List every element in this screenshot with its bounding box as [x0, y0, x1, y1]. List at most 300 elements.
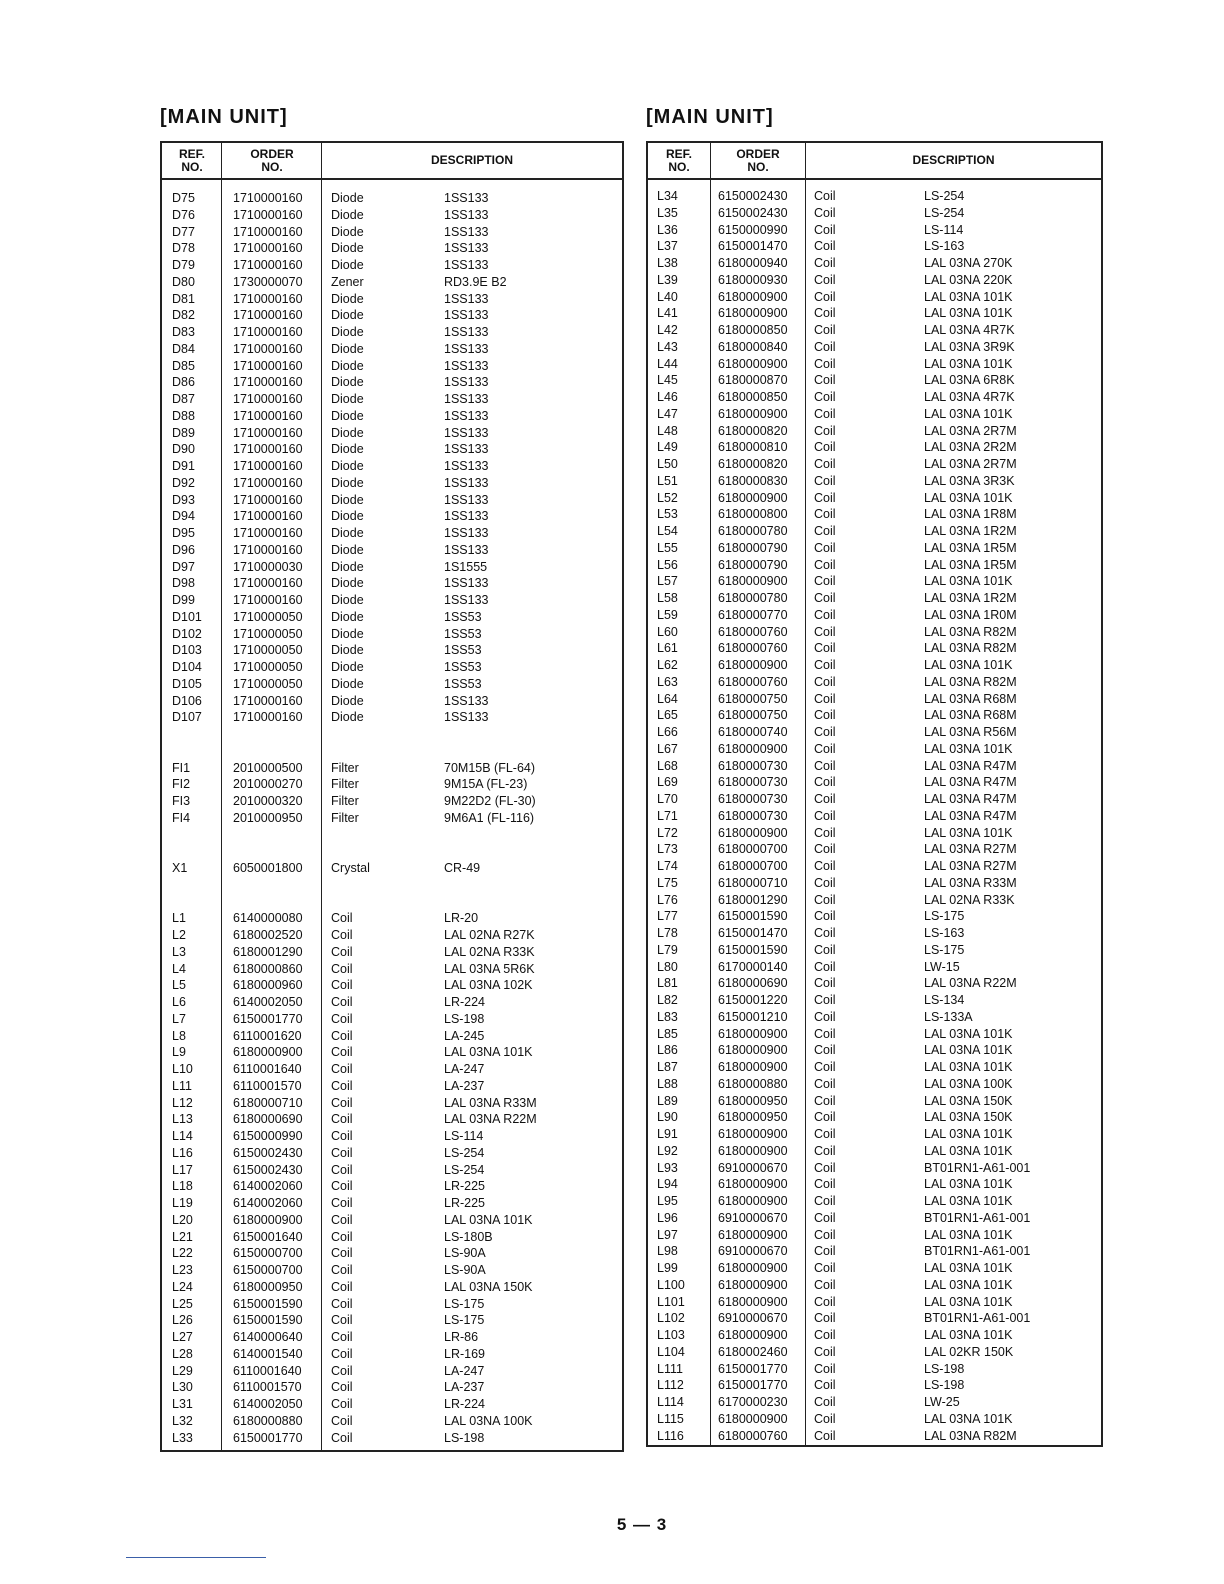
order-no-cell: 1710000050: [233, 676, 303, 691]
table-row: [648, 1059, 1101, 1076]
part-type-cell: Coil: [814, 909, 836, 924]
table-row: [162, 760, 622, 777]
ref-no-cell: L40: [657, 289, 678, 304]
order-no-cell: 6180000760: [718, 674, 788, 689]
part-value-cell: LAL 03NA 101K: [924, 1411, 1013, 1426]
ref-no-cell: L93: [657, 1160, 678, 1175]
table-row: [648, 607, 1101, 624]
order-no-cell: 1710000160: [233, 408, 303, 423]
table-row: [648, 473, 1101, 490]
part-value-cell: LAL 03NA 101K: [924, 289, 1013, 304]
ref-no-cell: L62: [657, 658, 678, 672]
order-no-cell: 6180000780: [718, 591, 788, 605]
order-no-cell: 1710000030: [233, 559, 303, 574]
ref-no-cell: L32: [172, 1413, 193, 1428]
part-type-cell: Coil: [814, 691, 836, 706]
part-type-cell: Coil: [814, 440, 836, 455]
ref-no-cell: L20: [172, 1212, 193, 1227]
part-value-cell: LAL 03NA 101K: [924, 658, 1013, 672]
table-row: [648, 942, 1101, 959]
part-value-cell: LAL 03NA 3R3K: [924, 473, 1015, 488]
parts-table-right: [646, 141, 1103, 1447]
part-type-cell: Coil: [331, 1045, 353, 1060]
ref-no-cell: D96: [172, 542, 195, 557]
part-type-cell: Coil: [814, 959, 836, 974]
part-value-cell: 1SS133: [444, 442, 489, 457]
part-type-cell: Coil: [814, 1294, 836, 1309]
table-row: [162, 877, 622, 894]
part-value-cell: 1SS133: [444, 408, 489, 423]
part-type-cell: Coil: [331, 1346, 353, 1361]
order-no-cell: 6180000790: [718, 557, 788, 572]
table-row: [648, 1277, 1101, 1294]
part-type-cell: Coil: [331, 1430, 353, 1445]
part-type-cell: Coil: [814, 708, 836, 723]
table-row: [162, 1095, 622, 1112]
table-row: [648, 523, 1101, 540]
header-description: DESCRIPTION: [912, 153, 995, 167]
part-type-cell: Coil: [331, 1011, 353, 1026]
part-value-cell: LAL 03NA 150K: [924, 1093, 1013, 1108]
part-value-cell: LS-175: [444, 1296, 485, 1311]
ref-no-cell: D95: [172, 526, 195, 540]
part-value-cell: 1SS133: [444, 542, 489, 557]
order-no-cell: 1710000160: [233, 693, 303, 708]
ref-no-cell: D92: [172, 475, 195, 490]
part-value-cell: LS-134: [924, 993, 965, 1007]
ref-no-cell: L17: [172, 1162, 193, 1177]
order-no-cell: 6140000640: [233, 1330, 303, 1344]
table-row: [648, 1361, 1101, 1378]
table-row: [162, 207, 622, 224]
table-row: [648, 490, 1101, 507]
table-row: [162, 726, 622, 743]
table-row: [162, 676, 622, 693]
table-row: [648, 255, 1101, 272]
part-type-cell: Diode: [331, 425, 364, 440]
table-body: [162, 190, 622, 1446]
part-type-cell: Coil: [331, 928, 353, 942]
table-row: [162, 240, 622, 257]
part-value-cell: LAL 03NA R56M: [924, 725, 1017, 739]
order-no-cell: 1710000160: [233, 442, 303, 457]
part-type-cell: Diode: [331, 609, 364, 624]
part-value-cell: LAL 03NA 1R0M: [924, 607, 1017, 622]
ref-no-cell: L27: [172, 1330, 193, 1344]
table-row: [162, 659, 622, 676]
order-no-cell: 6180000840: [718, 339, 788, 354]
ref-no-cell: D99: [172, 593, 195, 607]
order-no-cell: 1710000160: [233, 526, 303, 540]
table-row: [162, 1061, 622, 1078]
part-type-cell: Coil: [331, 1263, 353, 1277]
ref-no-cell: L10: [172, 1062, 193, 1076]
part-value-cell: 1SS133: [444, 341, 489, 356]
table-row: [162, 1178, 622, 1195]
part-type-cell: Coil: [814, 758, 836, 773]
table-row: [162, 994, 622, 1011]
part-type-cell: Coil: [814, 674, 836, 689]
ref-no-cell: L51: [657, 473, 678, 488]
order-no-cell: 6110001620: [233, 1028, 302, 1043]
order-no-cell: 6180000760: [718, 624, 788, 639]
ref-no-cell: L12: [172, 1095, 193, 1110]
ref-no-cell: L35: [657, 205, 678, 220]
order-no-cell: 6170000140: [718, 959, 788, 974]
ref-no-cell: L97: [657, 1227, 678, 1242]
part-value-cell: LAL 03NA R47M: [924, 758, 1017, 773]
table-row: [162, 1296, 622, 1313]
ref-no-cell: L70: [657, 792, 678, 806]
part-value-cell: 1SS133: [444, 258, 489, 272]
table-row: [162, 1245, 622, 1262]
part-type-cell: Crystal: [331, 861, 370, 875]
part-type-cell: Diode: [331, 492, 364, 507]
ref-no-cell: D105: [172, 676, 202, 691]
part-type-cell: Coil: [331, 1330, 353, 1344]
table-row: [648, 1193, 1101, 1210]
order-no-cell: 6180000850: [718, 390, 788, 404]
order-no-cell: 6150001640: [233, 1229, 303, 1244]
ref-no-cell: L36: [657, 222, 678, 237]
ref-no-cell: D91: [172, 459, 195, 473]
part-type-cell: Coil: [331, 1413, 353, 1428]
part-type-cell: Coil: [331, 1279, 353, 1294]
table-row: [162, 1329, 622, 1346]
table-row: [648, 808, 1101, 825]
part-value-cell: BT01RN1-A61-001: [924, 1244, 1031, 1259]
part-value-cell: LAL 03NA 101K: [924, 1043, 1013, 1058]
table-row: [648, 1344, 1101, 1361]
part-value-cell: LAL 03NA 5R6K: [444, 961, 535, 976]
part-type-cell: Filter: [331, 794, 359, 808]
part-value-cell: LAL 03NA 101K: [924, 1227, 1013, 1242]
ref-no-cell: L81: [657, 976, 678, 991]
part-type-cell: Coil: [331, 1179, 353, 1194]
table-row: [648, 758, 1101, 775]
table-row: [162, 1044, 622, 1061]
ref-no-cell: L91: [657, 1127, 678, 1141]
table-row: [648, 875, 1101, 892]
table-row: [648, 590, 1101, 607]
order-no-cell: 6180000750: [718, 691, 788, 706]
ref-no-cell: L63: [657, 674, 678, 689]
ref-no-cell: L11: [172, 1078, 192, 1093]
table-row: [648, 1310, 1101, 1327]
part-value-cell: 1SS133: [444, 207, 489, 222]
part-value-cell: LAL 03NA 2R7M: [924, 423, 1017, 438]
order-no-cell: 6910000670: [718, 1244, 788, 1259]
part-value-cell: LS-198: [444, 1430, 485, 1445]
table-body: [648, 188, 1101, 1444]
table-row: [648, 1294, 1101, 1311]
part-type-cell: Diode: [331, 358, 364, 373]
part-value-cell: LA-237: [444, 1078, 485, 1093]
ref-no-cell: L52: [657, 490, 678, 505]
order-no-cell: 6910000670: [718, 1160, 788, 1175]
part-type-cell: Coil: [814, 306, 836, 321]
part-type-cell: Diode: [331, 643, 364, 658]
part-type-cell: Coil: [814, 1160, 836, 1175]
order-no-cell: 6910000670: [718, 1210, 788, 1225]
part-value-cell: LAL 03NA R33M: [444, 1095, 537, 1110]
part-value-cell: 1SS53: [444, 676, 482, 691]
table-row: [162, 927, 622, 944]
order-no-cell: 6150000990: [233, 1129, 303, 1143]
order-no-cell: 6180000700: [718, 859, 788, 873]
ref-no-cell: L86: [657, 1043, 678, 1058]
order-no-cell: 6180000930: [718, 272, 788, 287]
table-row: [162, 1413, 622, 1430]
part-type-cell: Coil: [814, 658, 836, 672]
part-type-cell: Coil: [331, 961, 353, 976]
part-type-cell: Coil: [814, 1411, 836, 1426]
table-row: [162, 642, 622, 659]
part-value-cell: LAL 03NA 101K: [924, 1261, 1013, 1275]
part-type-cell: Coil: [814, 1043, 836, 1058]
table-row: [162, 944, 622, 961]
order-no-cell: 1710000050: [233, 626, 303, 641]
part-type-cell: Coil: [814, 1026, 836, 1041]
part-value-cell: LAL 03NA R27M: [924, 842, 1017, 857]
order-no-cell: 1710000160: [233, 207, 303, 222]
table-row: [162, 1212, 622, 1229]
table-row: [162, 307, 622, 324]
ref-no-cell: L55: [657, 540, 678, 555]
table-row: [162, 793, 622, 810]
part-type-cell: Diode: [331, 710, 364, 725]
table-row: [162, 609, 622, 626]
table-row: [162, 977, 622, 994]
part-type-cell: Coil: [814, 356, 836, 371]
table-row: [162, 860, 622, 877]
order-no-cell: 1710000160: [233, 258, 303, 272]
part-value-cell: 9M6A1 (FL-116): [444, 810, 535, 825]
part-type-cell: Coil: [814, 859, 836, 873]
order-no-cell: 6150001590: [233, 1313, 303, 1328]
part-type-cell: Coil: [331, 1196, 353, 1210]
part-type-cell: Coil: [814, 1361, 836, 1376]
header-ref-no: REF. NO.: [178, 146, 205, 174]
table-row: [648, 1428, 1101, 1445]
part-type-cell: Coil: [814, 222, 836, 237]
order-no-cell: 6150001470: [718, 926, 788, 940]
order-no-cell: 6150001770: [718, 1378, 788, 1393]
part-value-cell: LS-133A: [924, 1009, 973, 1024]
order-no-cell: 1710000050: [233, 643, 303, 658]
part-type-cell: Coil: [331, 1095, 353, 1110]
part-value-cell: LAL 03NA R47M: [924, 808, 1017, 823]
part-type-cell: Coil: [814, 256, 836, 270]
table-row: [162, 1396, 622, 1413]
ref-no-cell: L1: [172, 911, 186, 926]
part-type-cell: Coil: [814, 993, 836, 1007]
order-no-cell: 1710000160: [233, 475, 303, 490]
table-row: [648, 925, 1101, 942]
ref-no-cell: L26: [172, 1313, 193, 1328]
header-description: DESCRIPTION: [430, 153, 513, 167]
part-value-cell: LAL 03NA 101K: [924, 825, 1013, 840]
part-value-cell: LAL 03NA 101K: [924, 1026, 1013, 1041]
order-no-cell: 6180001290: [718, 892, 788, 907]
ref-no-cell: D101: [172, 609, 202, 624]
table-row: [648, 691, 1101, 708]
ref-no-cell: L44: [657, 356, 678, 371]
part-type-cell: Diode: [331, 224, 364, 239]
part-value-cell: LAL 03NA 4R7K: [924, 390, 1015, 404]
ref-no-cell: L53: [657, 507, 678, 522]
part-value-cell: 9M15A (FL-23): [444, 777, 528, 792]
ref-no-cell: L90: [657, 1110, 678, 1125]
order-no-cell: 6180000900: [718, 1127, 788, 1141]
ref-no-cell: D97: [172, 559, 195, 574]
ref-no-cell: L71: [657, 808, 678, 823]
part-value-cell: LAL 03NA 101K: [924, 356, 1013, 371]
ref-no-cell: FI4: [172, 810, 191, 825]
ref-no-cell: L69: [657, 775, 678, 790]
order-no-cell: 1710000050: [233, 660, 303, 674]
ref-no-cell: L48: [657, 423, 678, 438]
order-no-cell: 1710000160: [233, 375, 303, 390]
table-row: [648, 205, 1101, 222]
ref-no-cell: L25: [172, 1296, 193, 1311]
part-value-cell: LAL 03NA 2R7M: [924, 457, 1017, 471]
ref-no-cell: D94: [172, 509, 195, 524]
table-row: [162, 961, 622, 978]
part-value-cell: LS-90A: [444, 1246, 486, 1261]
part-value-cell: LAL 02NA R27K: [444, 928, 535, 942]
table-row: [162, 1379, 622, 1396]
ref-no-cell: L56: [657, 557, 678, 572]
ref-no-cell: L9: [172, 1045, 186, 1060]
ref-no-cell: L22: [172, 1246, 193, 1261]
part-value-cell: LAL 03NA 4R7K: [924, 323, 1015, 337]
ref-no-cell: L112: [657, 1378, 684, 1393]
order-no-cell: 6150000700: [233, 1263, 303, 1277]
table-row: [648, 506, 1101, 523]
part-value-cell: 1SS133: [444, 593, 489, 607]
part-value-cell: LAL 03NA 101K: [924, 306, 1013, 321]
order-no-cell: 6150001590: [233, 1296, 303, 1311]
part-type-cell: Coil: [814, 272, 836, 287]
order-no-cell: 6180000900: [718, 741, 788, 756]
table-row: [162, 1162, 622, 1179]
part-type-cell: Diode: [331, 576, 364, 591]
part-type-cell: Coil: [331, 1246, 353, 1261]
ref-no-cell: L85: [657, 1026, 678, 1041]
order-no-cell: 6110001570: [233, 1078, 302, 1093]
part-value-cell: 1SS133: [444, 308, 489, 323]
ref-no-cell: L67: [657, 741, 678, 756]
part-type-cell: Coil: [814, 1127, 836, 1141]
parts-table-left: [160, 141, 624, 1452]
part-type-cell: Coil: [814, 524, 836, 538]
part-type-cell: Coil: [814, 239, 836, 254]
table-row: [648, 858, 1101, 875]
table-header: [162, 143, 622, 180]
order-no-cell: 6140002050: [233, 995, 303, 1009]
part-value-cell: LAL 03NA 1R2M: [924, 591, 1017, 605]
part-value-cell: LAL 03NA R82M: [924, 641, 1017, 656]
part-type-cell: Coil: [331, 1397, 353, 1411]
ref-no-cell: L82: [657, 993, 678, 1007]
part-value-cell: LAL 03NA 270K: [924, 256, 1013, 270]
part-value-cell: BT01RN1-A61-001: [924, 1210, 1031, 1225]
part-value-cell: LR-225: [444, 1196, 485, 1210]
table-row: [162, 592, 622, 609]
ref-no-cell: L39: [657, 272, 678, 287]
table-row: [648, 1394, 1101, 1411]
part-type-cell: Diode: [331, 258, 364, 272]
ref-no-cell: L19: [172, 1196, 193, 1210]
part-value-cell: LAL 03NA 150K: [444, 1279, 533, 1294]
part-type-cell: Coil: [814, 557, 836, 572]
table-row: [162, 358, 622, 375]
ref-no-cell: D86: [172, 375, 195, 390]
part-value-cell: LAL 03NA 100K: [924, 1076, 1013, 1091]
table-row: [648, 557, 1101, 574]
table-row: [648, 188, 1101, 205]
part-type-cell: Coil: [814, 1076, 836, 1091]
table-row: [162, 776, 622, 793]
ref-no-cell: L78: [657, 926, 678, 940]
order-no-cell: 6180000770: [718, 607, 788, 622]
part-type-cell: Coil: [331, 1313, 353, 1328]
part-value-cell: LAL 03NA 101K: [924, 1194, 1013, 1208]
ref-no-cell: L7: [172, 1011, 186, 1026]
ref-no-cell: L16: [172, 1145, 193, 1160]
part-type-cell: Zener: [331, 274, 364, 289]
table-row: [648, 975, 1101, 992]
order-no-cell: 6180000900: [233, 1212, 303, 1227]
order-no-cell: 6180000820: [718, 423, 788, 438]
order-no-cell: 6180000690: [718, 976, 788, 991]
part-type-cell: Coil: [814, 926, 836, 940]
ref-no-cell: L89: [657, 1093, 678, 1108]
order-no-cell: 6140002060: [233, 1179, 303, 1194]
ref-no-cell: L61: [657, 641, 678, 656]
ref-no-cell: L68: [657, 758, 678, 773]
part-value-cell: LA-247: [444, 1363, 485, 1378]
part-value-cell: 1SS133: [444, 392, 489, 406]
table-row: [648, 1260, 1101, 1277]
part-value-cell: LAL 03NA 101K: [924, 490, 1013, 505]
table-row: [162, 1312, 622, 1329]
order-no-cell: 6140000080: [233, 911, 303, 926]
ref-no-cell: X1: [172, 861, 188, 875]
part-value-cell: LR-20: [444, 911, 479, 926]
part-value-cell: LAL 03NA R22M: [444, 1112, 537, 1127]
part-value-cell: LS-114: [924, 222, 964, 237]
part-value-cell: LS-254: [444, 1162, 485, 1177]
table-row: [162, 575, 622, 592]
order-no-cell: 6180000960: [233, 978, 303, 993]
part-value-cell: LA-245: [444, 1028, 485, 1043]
ref-no-cell: L57: [657, 574, 678, 589]
table-row: [162, 1028, 622, 1045]
table-row: [162, 1363, 622, 1380]
table-row: [162, 1279, 622, 1296]
table-row: [162, 274, 622, 291]
part-type-cell: Diode: [331, 593, 364, 607]
part-type-cell: Coil: [814, 1110, 836, 1125]
part-value-cell: LAL 02KR 150K: [924, 1344, 1014, 1359]
table-row: [162, 492, 622, 509]
part-type-cell: Coil: [331, 944, 353, 959]
part-type-cell: Coil: [814, 507, 836, 522]
table-row: [648, 1042, 1101, 1059]
ref-no-cell: D88: [172, 408, 195, 423]
